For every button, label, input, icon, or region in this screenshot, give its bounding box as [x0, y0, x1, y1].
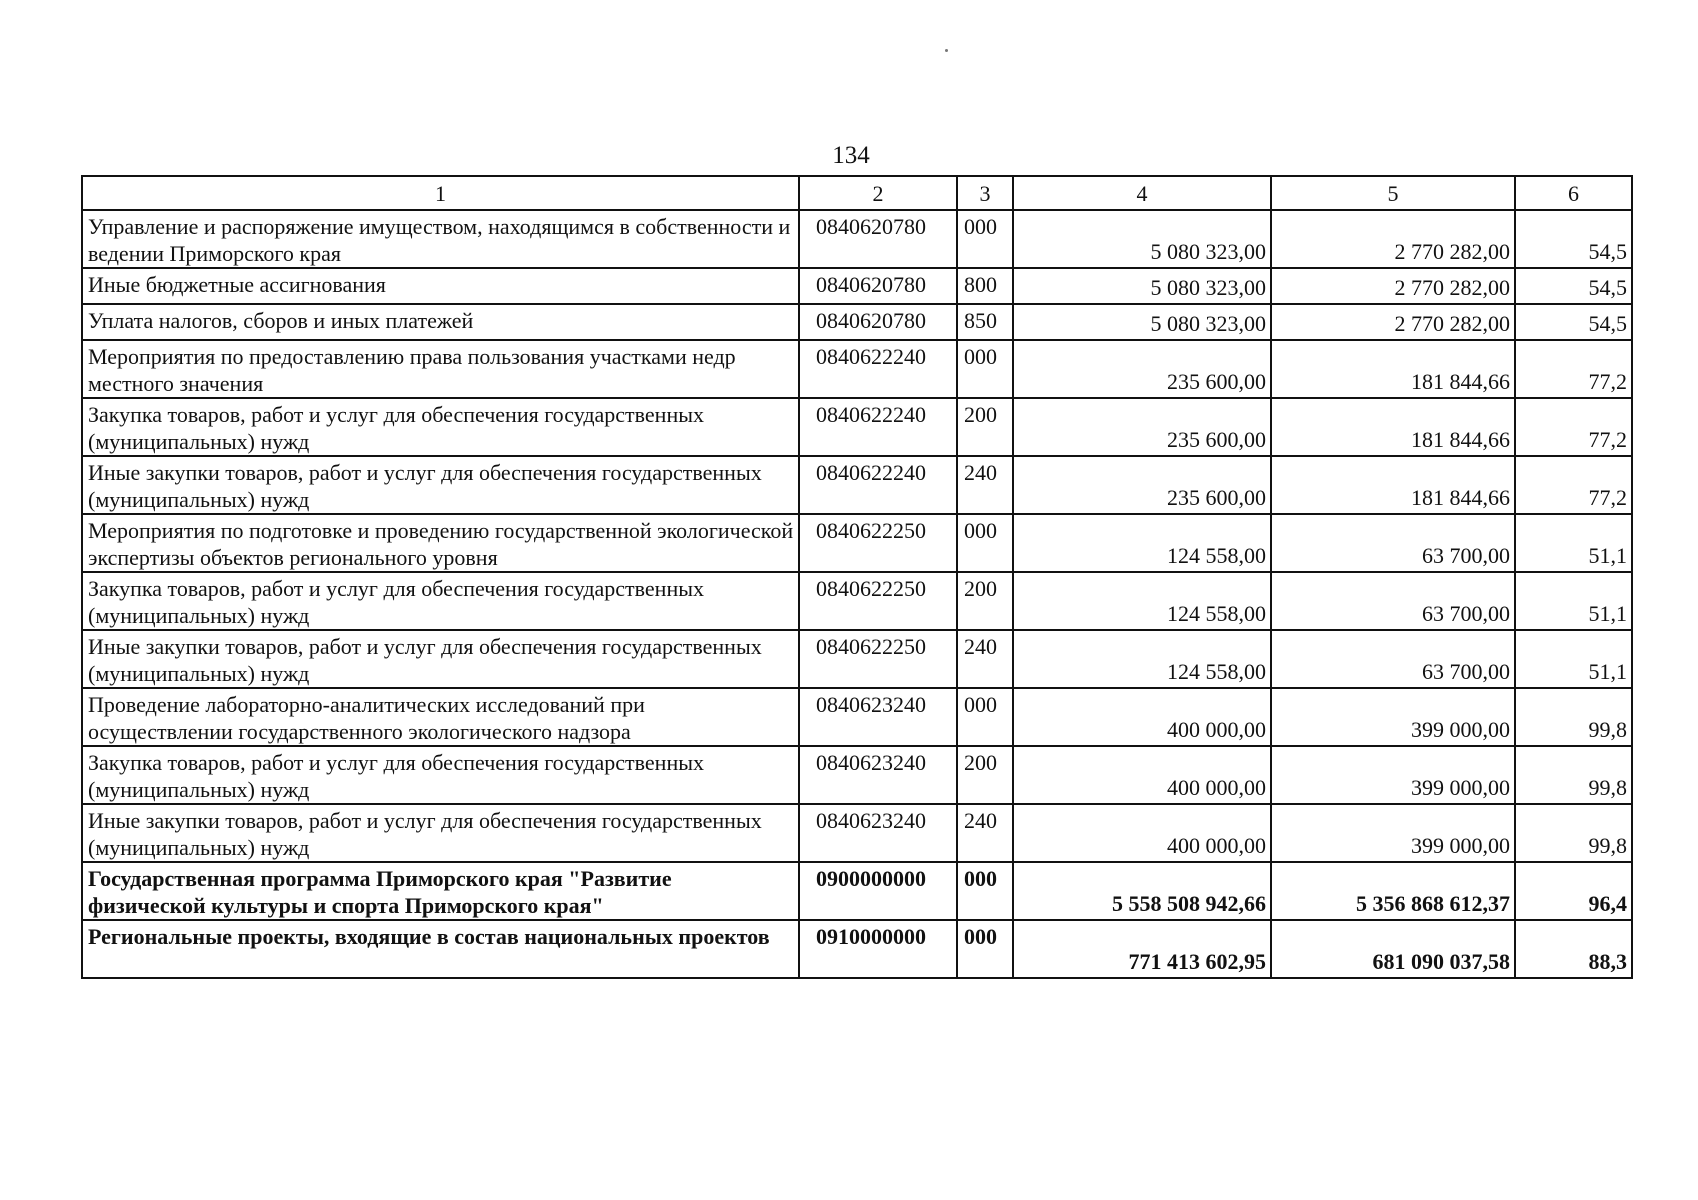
- row-target-article-cell: 0900000000: [799, 862, 957, 920]
- row-executed-amount-cell: 399 000,00: [1271, 746, 1515, 804]
- table-row: [82, 268, 1632, 304]
- table-row: [82, 688, 1632, 746]
- row-name-cell: Иные закупки товаров, работ и услуг для обеспечения государственных (муниципальных) нужд: [82, 456, 799, 514]
- row-planned-amount-cell: 5 558 508 942,66: [1013, 862, 1271, 920]
- row-expense-type-cell: 200: [957, 398, 1013, 456]
- column-header-1: 1: [82, 176, 799, 210]
- row-target-article-cell: 0840620780: [799, 210, 957, 268]
- row-execution-percent-cell: 54,5: [1515, 210, 1632, 268]
- row-target-article-cell: 0840620780: [799, 304, 957, 340]
- row-execution-percent-cell: 77,2: [1515, 340, 1632, 398]
- row-expense-type-cell: 000: [957, 862, 1013, 920]
- row-name-cell: Уплата налогов, сборов и иных платежей: [82, 304, 799, 340]
- column-header-2: 2: [799, 176, 957, 210]
- row-executed-amount-cell: 63 700,00: [1271, 630, 1515, 688]
- row-execution-percent-cell: 77,2: [1515, 398, 1632, 456]
- row-target-article-cell: 0840623240: [799, 804, 957, 862]
- row-executed-amount-cell: 681 090 037,58: [1271, 920, 1515, 978]
- table-row: [82, 572, 1632, 630]
- row-execution-percent-cell: 51,1: [1515, 572, 1632, 630]
- row-expense-type-cell: 000: [957, 688, 1013, 746]
- row-planned-amount-cell: 400 000,00: [1013, 688, 1271, 746]
- row-target-article-cell: 0840622250: [799, 630, 957, 688]
- row-execution-percent-cell: 96,4: [1515, 862, 1632, 920]
- row-executed-amount-cell: 2 770 282,00: [1271, 304, 1515, 340]
- budget-execution-table: [81, 175, 1633, 979]
- row-target-article-cell: 0840623240: [799, 746, 957, 804]
- row-expense-type-cell: 000: [957, 514, 1013, 572]
- row-expense-type-cell: 240: [957, 804, 1013, 862]
- row-planned-amount-cell: 235 600,00: [1013, 340, 1271, 398]
- row-target-article-cell: 0840622240: [799, 456, 957, 514]
- row-target-article-cell: 0840622250: [799, 572, 957, 630]
- row-execution-percent-cell: 51,1: [1515, 514, 1632, 572]
- row-execution-percent-cell: 54,5: [1515, 304, 1632, 340]
- row-expense-type-cell: 200: [957, 572, 1013, 630]
- row-planned-amount-cell: 124 558,00: [1013, 514, 1271, 572]
- row-execution-percent-cell: 99,8: [1515, 804, 1632, 862]
- table-row: [82, 210, 1632, 268]
- row-target-article-cell: 0840620780: [799, 268, 957, 304]
- row-executed-amount-cell: 399 000,00: [1271, 688, 1515, 746]
- row-planned-amount-cell: 771 413 602,95: [1013, 920, 1271, 978]
- row-name-cell: Закупка товаров, работ и услуг для обеспечения государственных (муниципальных) нужд: [82, 746, 799, 804]
- table-row: [82, 862, 1632, 920]
- row-target-article-cell: 0840622240: [799, 398, 957, 456]
- row-executed-amount-cell: 5 356 868 612,37: [1271, 862, 1515, 920]
- column-header-6: 6: [1515, 176, 1632, 210]
- table-row: [82, 630, 1632, 688]
- row-planned-amount-cell: 124 558,00: [1013, 572, 1271, 630]
- table-row: [82, 804, 1632, 862]
- table-row: [82, 456, 1632, 514]
- row-expense-type-cell: 000: [957, 920, 1013, 978]
- row-execution-percent-cell: 99,8: [1515, 746, 1632, 804]
- table-row: [82, 304, 1632, 340]
- row-planned-amount-cell: 235 600,00: [1013, 456, 1271, 514]
- row-name-cell: Региональные проекты, входящие в состав национальных проектов: [82, 920, 799, 978]
- column-header-5: 5: [1271, 176, 1515, 210]
- row-target-article-cell: 0910000000: [799, 920, 957, 978]
- column-number-header-row: [82, 176, 1632, 210]
- row-name-cell: Закупка товаров, работ и услуг для обеспечения государственных (муниципальных) нужд: [82, 572, 799, 630]
- row-name-cell: Государственная программа Приморского края "Развитие физической культуры и спорта Приморского края": [82, 862, 799, 920]
- row-target-article-cell: 0840622240: [799, 340, 957, 398]
- row-execution-percent-cell: 54,5: [1515, 268, 1632, 304]
- row-expense-type-cell: 200: [957, 746, 1013, 804]
- row-expense-type-cell: 000: [957, 340, 1013, 398]
- row-name-cell: Мероприятия по подготовке и проведению государственной экологической экспертизы объектов регионального уровня: [82, 514, 799, 572]
- column-header-4: 4: [1013, 176, 1271, 210]
- row-name-cell: Закупка товаров, работ и услуг для обеспечения государственных (муниципальных) нужд: [82, 398, 799, 456]
- row-executed-amount-cell: 2 770 282,00: [1271, 210, 1515, 268]
- table-row: [82, 920, 1632, 978]
- row-target-article-cell: 0840623240: [799, 688, 957, 746]
- row-name-cell: Иные бюджетные ассигнования: [82, 268, 799, 304]
- column-header-3: 3: [957, 176, 1013, 210]
- table-row: [82, 746, 1632, 804]
- row-expense-type-cell: 000: [957, 210, 1013, 268]
- row-planned-amount-cell: 5 080 323,00: [1013, 268, 1271, 304]
- row-planned-amount-cell: 5 080 323,00: [1013, 304, 1271, 340]
- row-name-cell: Иные закупки товаров, работ и услуг для обеспечения государственных (муниципальных) нужд: [82, 630, 799, 688]
- row-name-cell: Управление и распоряжение имуществом, находящимся в собственности и ведении Приморского края: [82, 210, 799, 268]
- row-executed-amount-cell: 181 844,66: [1271, 456, 1515, 514]
- row-execution-percent-cell: 77,2: [1515, 456, 1632, 514]
- row-name-cell: Мероприятия по предоставлению права пользования участками недр местного значения: [82, 340, 799, 398]
- row-executed-amount-cell: 63 700,00: [1271, 572, 1515, 630]
- row-planned-amount-cell: 235 600,00: [1013, 398, 1271, 456]
- row-executed-amount-cell: 63 700,00: [1271, 514, 1515, 572]
- row-expense-type-cell: 240: [957, 630, 1013, 688]
- table-row: [82, 514, 1632, 572]
- page-number: 134: [832, 142, 870, 169]
- row-executed-amount-cell: 399 000,00: [1271, 804, 1515, 862]
- row-planned-amount-cell: 124 558,00: [1013, 630, 1271, 688]
- row-planned-amount-cell: 5 080 323,00: [1013, 210, 1271, 268]
- row-execution-percent-cell: 99,8: [1515, 688, 1632, 746]
- row-target-article-cell: 0840622250: [799, 514, 957, 572]
- row-planned-amount-cell: 400 000,00: [1013, 804, 1271, 862]
- table-body: [82, 176, 1632, 978]
- row-executed-amount-cell: 181 844,66: [1271, 340, 1515, 398]
- row-expense-type-cell: 240: [957, 456, 1013, 514]
- scan-speck: [945, 49, 948, 52]
- row-expense-type-cell: 800: [957, 268, 1013, 304]
- row-name-cell: Проведение лабораторно-аналитических исследований при осуществлении государственного экологического надзора: [82, 688, 799, 746]
- row-executed-amount-cell: 181 844,66: [1271, 398, 1515, 456]
- row-execution-percent-cell: 88,3: [1515, 920, 1632, 978]
- row-execution-percent-cell: 51,1: [1515, 630, 1632, 688]
- row-executed-amount-cell: 2 770 282,00: [1271, 268, 1515, 304]
- row-name-cell: Иные закупки товаров, работ и услуг для обеспечения государственных (муниципальных) нужд: [82, 804, 799, 862]
- row-expense-type-cell: 850: [957, 304, 1013, 340]
- table-row: [82, 340, 1632, 398]
- table-row: [82, 398, 1632, 456]
- row-planned-amount-cell: 400 000,00: [1013, 746, 1271, 804]
